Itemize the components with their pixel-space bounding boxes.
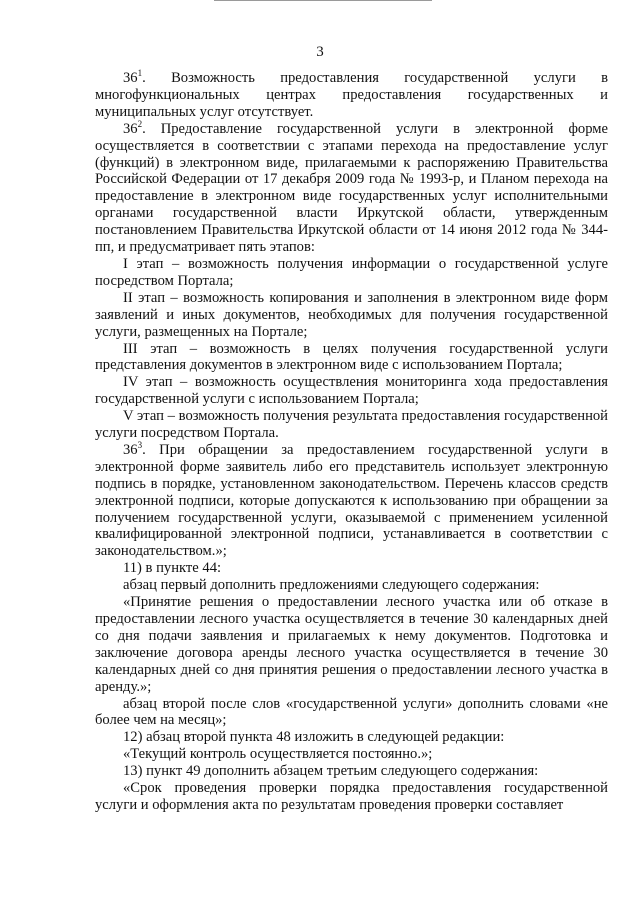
stage-2-paragraph: II этап – возможность копирования и заполнения в электронном виде форм заявлений и иных документов, необходимых для получения государственной услуги, размещенных на Портале; (95, 289, 608, 340)
stage-5-paragraph: V этап – возможность получения результата предоставления государственной услуги посредством Портала. (95, 408, 608, 442)
item-12-paragraph: 12) абзац второй пункта 48 изложить в следующей редакции: (123, 729, 505, 746)
paragraph-36-1: $36^1$. Возможность предоставления государственной услуги в многофункциональных центрах предоставления государственных и муниципальных услуг отсутствует. (95, 68, 608, 120)
item-13-quote: «Срок проведения проверки порядка предоставления государственной услуги и оформления акта по результатам проведения проверки составляет (95, 780, 608, 813)
top-rule (214, 0, 432, 1)
page-number: 3 (316, 44, 324, 60)
paragraph-36-2: $36^2$. Предоставление государственной услуги в электронной форме осуществляется в соответствии с этапами перехода на предоставление услуг (функций) в электронном виде, прилагаемыми к распоряжению Правительства Российской Федерации от 17 декабря 2009 года № 1993-р, и Планом перехода на предоставление в электронном виде государственных услуг исполнительными органами государственной власти Иркутской области, утвержденным постановлением Правительства Иркутской области от 14 июня 2012 года № 344-пп, и предусматривает пять этапов: (95, 118, 608, 256)
item-11-paragraph: 11) в пункте 44: (123, 560, 222, 577)
paragraph-36-3: $36^3$. При обращении за предоставлением государственной услуги в электронной форме заявитель либо его представитель использует электронную подпись в порядке, установленном законодательством. Перечень классов средств электронной подписи, которые допускаются к использованию при обращении за получением государственной услуги, оказываемой с применением усиленной квалифицированной электронной подписи, устанавливается в соответствии с законодательством.»; (95, 439, 608, 560)
item-11-quote: «Принятие решения о предоставлении лесного участка или об отказе в предоставлении лесного участка осуществляется в течение 30 календарных дней со дня подачи заявления и прилагаемых к нему документов. Подготовка и заключение договора аренды лесного участка осуществляется в течение 30 календарных дней со дня принятия решения о предоставлении лесного участка в аренду.»; (95, 594, 608, 695)
item-11-second-abzac: абзац второй после слов «государственной услуги» дополнить словами «не более чем на месяц»; (95, 695, 608, 729)
stage-4-paragraph: IV этап – возможность осуществления мониторинга хода предоставления государственной услуги с использованием Портала; (95, 374, 608, 408)
item-11-first-abzac: абзац первый дополнить предложениями следующего содержания: (123, 577, 540, 594)
item-13-paragraph: 13) пункт 49 дополнить абзацем третьим следующего содержания: (123, 763, 539, 780)
stage-1-paragraph: I этап – возможность получения информации о государственной услуге посредством Портала; (95, 255, 608, 289)
document-body (95, 70, 608, 814)
item-12-quote: «Текущий контроль осуществляется постоянно.»; (123, 746, 433, 763)
stage-3-paragraph: III этап – возможность в целях получения государственной услуги представления документов в электронном виде с использованием Портала; (95, 340, 608, 374)
